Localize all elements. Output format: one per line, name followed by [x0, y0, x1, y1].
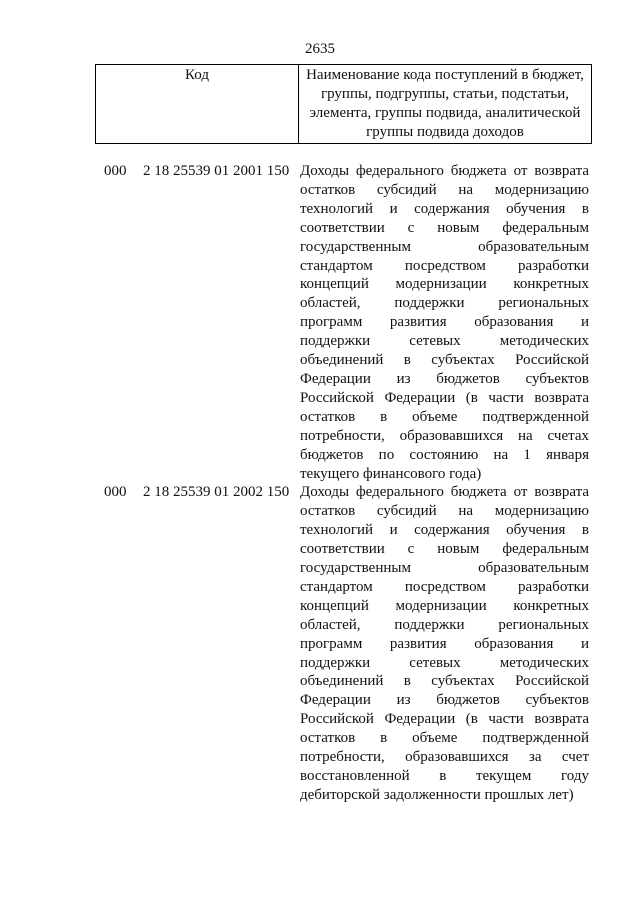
table-body [0, 162, 640, 805]
table-row [0, 162, 640, 483]
table-header [95, 64, 592, 144]
income-code: 2 18 25539 01 2001 150 [143, 163, 290, 179]
income-description: Доходы федерального бюджета от возврата остатков субсидий на модернизацию технологий и содержания обучения в соответствии с новым федеральным государственным образовательным стандартом посредством разработки концепций модернизации конкретных областей, поддержки региональных программ развития образования и поддержки сетевых методических объединений в субъектах Российской Федерации из бюджетов субъектов Российской Федерации (в части возврата остатков в объеме подтвержденной потребности, образовавшихся на счетах бюджетов по состоянию на 1 января текущего финансового года) [300, 163, 589, 482]
page-number: 2635 [305, 41, 335, 57]
column-header-code: Код [96, 65, 299, 143]
income-description: Доходы федерального бюджета от возврата остатков субсидий на модернизацию технологий и содержания обучения в соответствии с новым федеральным государственным образовательным стандартом посредством разработки концепций модернизации конкретных областей, поддержки региональных программ развития образования и поддержки сетевых методических объединений в субъектах Российской Федерации из бюджетов субъектов Российской Федерации (в части возврата остатков в объеме подтвержденной потребности, образовавшихся за счет восстановленной в текущем году дебиторской задолженности прошлых лет) [300, 484, 589, 803]
table-row [0, 483, 640, 804]
income-code: 2 18 25539 01 2002 150 [143, 484, 290, 501]
admin-code: 000 [104, 484, 127, 501]
column-header-name: Наименование кода поступлений в бюджет, группы, подгруппы, статьи, подстатьи, элемента, группы подвида, аналитической группы подвида доходов [306, 67, 584, 140]
admin-code: 000 [104, 163, 127, 179]
